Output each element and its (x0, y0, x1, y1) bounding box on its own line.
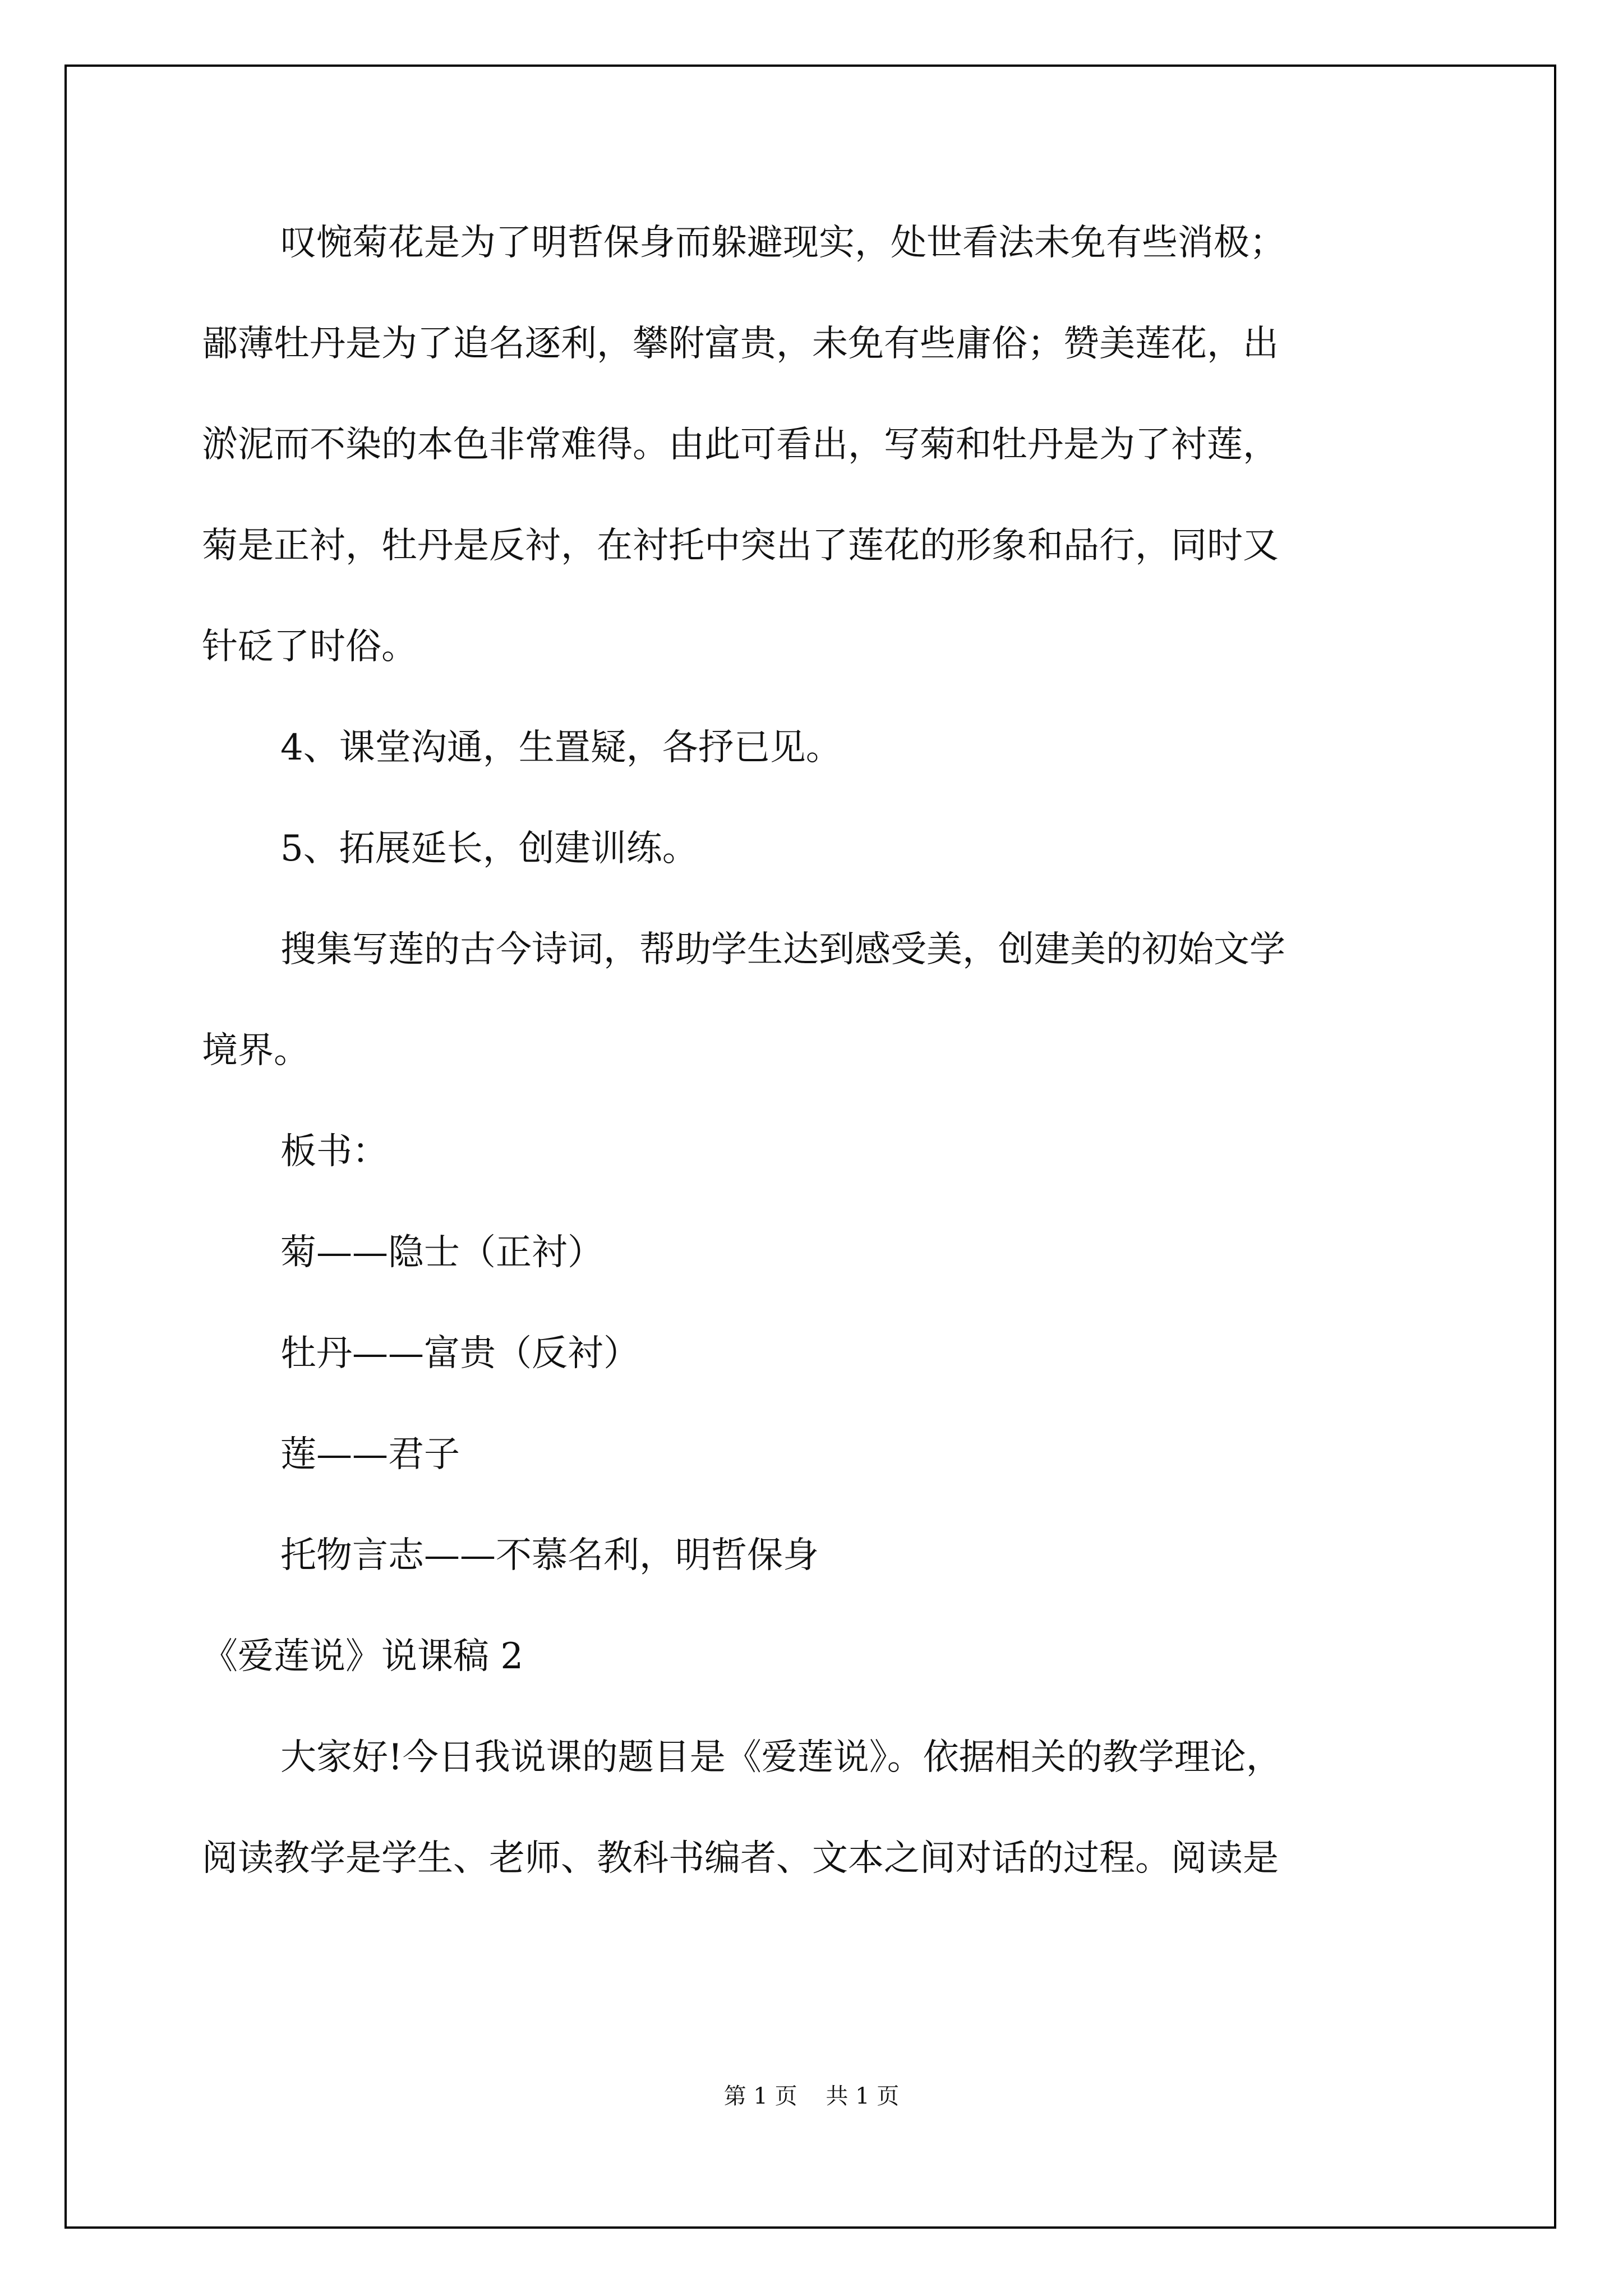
board-item: 牡丹——富贵（反衬） (280, 1333, 639, 1374)
board-item: 托物言志——不慕名利，明哲保身 (280, 1535, 819, 1576)
board-item: 菊——隐士（正衬） (280, 1232, 603, 1273)
paragraph-line: 针砭了时俗。 (202, 626, 417, 668)
paragraph-line: 搜集写莲的古今诗词，帮助学生达到感受美，创建美的初始文学 (280, 929, 1285, 970)
board-item: 莲——君子 (280, 1434, 460, 1475)
paragraph-line: 阅读教学是学生、老师、教科书编者、文本之间对话的过程。阅读是 (202, 1838, 1279, 1879)
board-label: 板书： (280, 1131, 388, 1172)
section-title: 《爱莲说》说课稿 2 (202, 1636, 524, 1677)
paragraph-line: 淤泥而不染的本色非常难得。由此可看出，写菊和牡丹是为了衬莲， (202, 424, 1279, 466)
paragraph-line: 叹惋菊花是为了明哲保身而躲避现实，处世看法未免有些消极； (280, 222, 1285, 264)
paragraph-line: 大家好!今日我说课的题目是《爱莲说》。依据相关的教学理论， (280, 1737, 1282, 1778)
list-item: 5、拓展延长，创建训练。 (280, 828, 698, 869)
paragraph-line: 鄙薄牡丹是为了追名逐利，攀附富贵，未免有些庸俗；赞美莲花，出 (202, 323, 1279, 365)
paragraph-line: 菊是正衬，牡丹是反衬，在衬托中突出了莲花的形象和品行，同时又 (202, 525, 1279, 567)
list-item: 4、课堂沟通，生置疑，各抒已见。 (280, 727, 842, 769)
page-number-footer: 第 1 页 共 1 页 (723, 2083, 900, 2109)
paragraph-line: 境界。 (202, 1030, 310, 1071)
